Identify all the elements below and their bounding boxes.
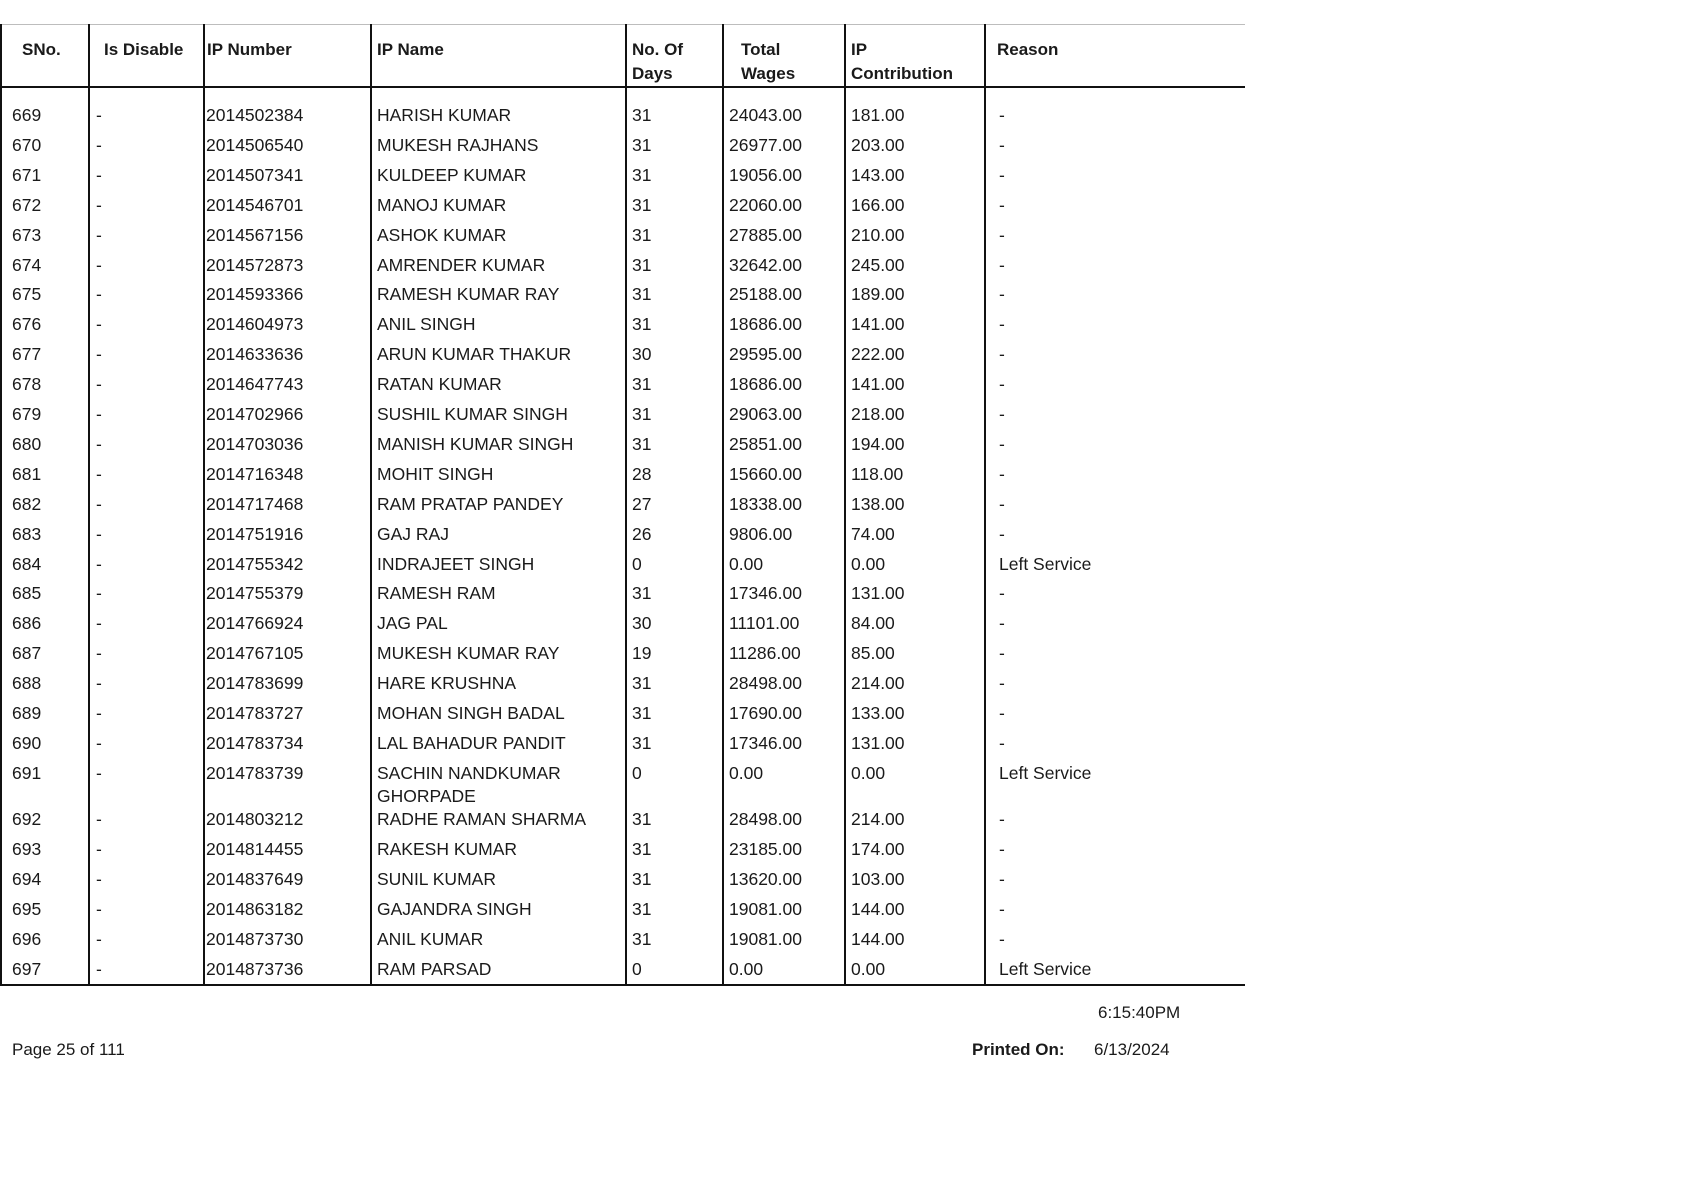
cell-ip-contribution: 118.00 [851, 463, 904, 484]
cell-no-of-days: 31 [632, 404, 652, 424]
cell-is-disable: - [96, 164, 102, 185]
column-divider [370, 24, 372, 986]
cell-no-of-days: 19 [632, 643, 652, 664]
header-no-of-days [632, 38, 683, 86]
cell-sno: 696 [12, 928, 42, 949]
cell-ip-contribution: 0.00 [851, 553, 886, 574]
cell-ip-number: 2014633636 [206, 344, 304, 365]
cell-ip-name: SUNIL KUMAR [377, 869, 496, 890]
cell-ip-contribution: 133.00 [851, 703, 905, 723]
cell-ip-contribution: 218.00 [851, 404, 905, 424]
cell-is-disable: - [96, 732, 102, 753]
cell-no-of-days: 31 [632, 164, 652, 185]
cell-total-wages: 0.00 [729, 762, 764, 783]
cell-ip-name: INDRAJEET SINGH [377, 553, 535, 574]
cell-total-wages: 17346.00 [729, 583, 802, 604]
cell-sno: 681 [12, 463, 42, 484]
table-header [0, 24, 1245, 88]
cell-ip-number: 2014507341 [206, 164, 304, 185]
cell-ip-number: 2014572873 [206, 254, 304, 275]
header-ip-number: IP Number [207, 40, 292, 59]
cell-ip-number: 2014546701 [206, 194, 304, 215]
cell-ip-name: SUSHIL KUMAR SINGH [377, 404, 568, 424]
cell-ip-name: RAM PRATAP PANDEY [377, 493, 564, 514]
cell-no-of-days: 31 [632, 583, 652, 604]
cell-is-disable: - [96, 673, 102, 694]
printed-on-label: Printed On: [972, 1040, 1065, 1059]
header-ip-contribution [851, 38, 953, 86]
cell-total-wages: 18686.00 [729, 374, 802, 395]
cell-ip-name: RAMESH KUMAR RAY [377, 284, 560, 305]
cell-reason: - [999, 314, 1005, 335]
cell-ip-contribution: 138.00 [851, 493, 905, 514]
cell-total-wages: 32642.00 [729, 254, 802, 275]
cell-reason: - [999, 224, 1005, 245]
cell-ip-contribution: 74.00 [851, 523, 895, 544]
cell-ip-name: MOHAN SINGH BADAL [377, 703, 565, 723]
cell-ip-name: RAM PARSAD [377, 958, 492, 979]
cell-total-wages: 17690.00 [729, 703, 802, 723]
cell-ip-name-continuation: GHORPADE [377, 785, 476, 806]
cell-ip-number: 2014783734 [206, 732, 304, 753]
cell-total-wages: 15660.00 [729, 463, 802, 484]
cell-ip-number: 2014766924 [206, 613, 304, 634]
cell-is-disable: - [96, 374, 102, 395]
cell-reason: - [999, 374, 1005, 395]
cell-ip-number: 2014755379 [206, 583, 304, 604]
cell-total-wages: 18686.00 [729, 314, 802, 335]
cell-no-of-days: 31 [632, 869, 652, 890]
cell-reason: - [999, 194, 1005, 215]
cell-ip-contribution: 214.00 [851, 809, 905, 830]
cell-sno: 680 [12, 433, 42, 454]
cell-ip-contribution: 103.00 [851, 869, 905, 890]
header-is-disable: Is Disable [104, 40, 184, 59]
cell-total-wages: 11286.00 [729, 643, 801, 664]
column-divider [88, 24, 90, 986]
cell-total-wages: 25851.00 [729, 433, 802, 454]
cell-reason: - [999, 583, 1005, 604]
cell-no-of-days: 31 [632, 809, 652, 830]
cell-ip-contribution: 189.00 [851, 284, 905, 305]
cell-is-disable: - [96, 643, 102, 664]
cell-reason: - [999, 105, 1005, 125]
cell-ip-contribution: 174.00 [851, 839, 905, 860]
cell-total-wages: 26977.00 [729, 134, 802, 155]
cell-is-disable: - [96, 762, 102, 783]
cell-total-wages: 28498.00 [729, 809, 802, 830]
cell-ip-name: ANIL KUMAR [377, 928, 484, 949]
cell-sno: 677 [12, 344, 42, 365]
cell-reason: - [999, 254, 1005, 275]
cell-reason: - [999, 809, 1005, 830]
cell-no-of-days: 31 [632, 732, 652, 753]
cell-reason: - [999, 613, 1005, 634]
cell-reason: - [999, 344, 1005, 365]
cell-ip-number: 2014783699 [206, 673, 304, 694]
cell-sno: 672 [12, 194, 42, 215]
table-bottom-rule [0, 984, 1245, 986]
cell-ip-contribution: 141.00 [851, 374, 905, 395]
cell-sno: 694 [12, 869, 42, 890]
cell-no-of-days: 31 [632, 254, 652, 275]
cell-ip-number: 2014837649 [206, 869, 304, 890]
cell-ip-name: MUKESH KUMAR RAY [377, 643, 560, 664]
cell-ip-contribution: 166.00 [851, 194, 905, 215]
cell-sno: 690 [12, 732, 42, 753]
cell-total-wages: 29595.00 [729, 344, 802, 365]
cell-no-of-days: 27 [632, 493, 652, 514]
cell-ip-number: 2014783727 [206, 703, 304, 723]
cell-ip-number: 2014647743 [206, 374, 304, 395]
cell-is-disable: - [96, 344, 102, 365]
cell-reason: - [999, 284, 1005, 305]
cell-is-disable: - [96, 224, 102, 245]
column-divider [0, 24, 2, 986]
cell-is-disable: - [96, 523, 102, 544]
header-wages-line2: Wages [741, 64, 796, 83]
cell-sno: 689 [12, 703, 42, 723]
cell-reason: - [999, 928, 1005, 949]
cell-total-wages: 0.00 [729, 553, 764, 574]
cell-sno: 684 [12, 553, 42, 574]
cell-total-wages: 27885.00 [729, 224, 802, 245]
cell-ip-contribution: 85.00 [851, 643, 895, 664]
cell-sno: 674 [12, 254, 42, 275]
cell-ip-name: HARE KRUSHNA [377, 673, 517, 694]
cell-sno: 675 [12, 284, 42, 305]
header-reason: Reason [997, 40, 1059, 59]
cell-is-disable: - [96, 958, 102, 979]
cell-sno: 669 [12, 105, 42, 125]
cell-reason: - [999, 673, 1005, 694]
cell-ip-name: RAKESH KUMAR [377, 839, 518, 860]
cell-ip-number: 2014703036 [206, 433, 304, 454]
cell-ip-name: MANISH KUMAR SINGH [377, 433, 574, 454]
cell-no-of-days: 31 [632, 673, 652, 694]
cell-sno: 683 [12, 523, 42, 544]
cell-is-disable: - [96, 314, 102, 335]
cell-sno: 687 [12, 643, 42, 664]
cell-ip-contribution: 203.00 [851, 134, 905, 155]
column-divider [984, 24, 986, 986]
cell-ip-contribution: 141.00 [851, 314, 905, 335]
cell-ip-contribution: 131.00 [851, 732, 905, 753]
cell-no-of-days: 26 [632, 523, 652, 544]
header-total-wages [741, 38, 795, 86]
cell-is-disable: - [96, 703, 102, 723]
cell-no-of-days: 31 [632, 105, 652, 125]
cell-is-disable: - [96, 105, 102, 125]
cell-ip-contribution: 144.00 [851, 899, 905, 919]
cell-is-disable: - [96, 928, 102, 949]
cell-sno: 670 [12, 134, 42, 155]
cell-is-disable: - [96, 463, 102, 484]
cell-is-disable: - [96, 404, 102, 424]
cell-reason: - [999, 433, 1005, 454]
cell-ip-number: 2014502384 [206, 105, 304, 125]
cell-reason: - [999, 463, 1005, 484]
cell-no-of-days: 31 [632, 839, 652, 860]
page-indicator: Page 25 of 111 [12, 1040, 125, 1059]
cell-ip-name: JAG PAL [377, 613, 448, 634]
cell-ip-contribution: 144.00 [851, 928, 905, 949]
cell-reason: Left Service [999, 553, 1092, 574]
cell-total-wages: 28498.00 [729, 673, 802, 694]
cell-no-of-days: 30 [632, 344, 652, 365]
cell-total-wages: 29063.00 [729, 404, 802, 424]
cell-ip-name: ANIL SINGH [377, 314, 476, 335]
cell-sno: 671 [12, 164, 42, 185]
cell-no-of-days: 31 [632, 224, 652, 245]
cell-is-disable: - [96, 284, 102, 305]
cell-sno: 688 [12, 673, 42, 694]
cell-ip-number: 2014783739 [206, 762, 304, 783]
column-divider [844, 24, 846, 986]
cell-ip-number: 2014873736 [206, 958, 304, 979]
cell-ip-name: SACHIN NANDKUMAR [377, 762, 561, 783]
cell-reason: - [999, 869, 1005, 890]
column-divider [625, 24, 627, 986]
cell-ip-name: ASHOK KUMAR [377, 224, 507, 245]
cell-is-disable: - [96, 869, 102, 890]
cell-ip-number: 2014803212 [206, 809, 304, 830]
cell-ip-name: MANOJ KUMAR [377, 194, 507, 215]
cell-ip-name: HARISH KUMAR [377, 105, 512, 125]
column-divider [203, 24, 205, 986]
cell-total-wages: 24043.00 [729, 105, 802, 125]
header-ip-name: IP Name [377, 40, 444, 59]
cell-ip-number: 2014604973 [206, 314, 304, 335]
cell-no-of-days: 31 [632, 284, 652, 305]
cell-reason: - [999, 643, 1005, 664]
cell-is-disable: - [96, 134, 102, 155]
cell-no-of-days: 31 [632, 314, 652, 335]
cell-total-wages: 18338.00 [729, 493, 802, 514]
cell-reason: - [999, 493, 1005, 514]
cell-ip-name: MUKESH RAJHANS [377, 134, 539, 155]
header-days-line2: Days [632, 64, 673, 83]
cell-is-disable: - [96, 493, 102, 514]
cell-reason: - [999, 899, 1005, 919]
cell-ip-name: LAL BAHADUR PANDIT [377, 732, 566, 753]
cell-ip-contribution: 194.00 [851, 433, 905, 454]
cell-no-of-days: 31 [632, 134, 652, 155]
cell-sno: 682 [12, 493, 42, 514]
cell-no-of-days: 31 [632, 899, 652, 919]
cell-no-of-days: 31 [632, 928, 652, 949]
cell-sno: 673 [12, 224, 42, 245]
cell-ip-number: 2014767105 [206, 643, 304, 664]
printed-on-date: 6/13/2024 [1094, 1040, 1170, 1059]
cell-sno: 697 [12, 958, 42, 979]
cell-reason: - [999, 134, 1005, 155]
cell-ip-name: GAJANDRA SINGH [377, 899, 532, 919]
cell-sno: 686 [12, 613, 42, 634]
cell-sno: 693 [12, 839, 42, 860]
header-sno: SNo. [22, 40, 61, 59]
cell-reason: - [999, 732, 1005, 753]
cell-sno: 678 [12, 374, 42, 395]
cell-is-disable: - [96, 839, 102, 860]
cell-ip-contribution: 131.00 [851, 583, 905, 604]
cell-is-disable: - [96, 583, 102, 604]
cell-ip-contribution: 210.00 [851, 224, 905, 245]
cell-no-of-days: 0 [632, 553, 642, 574]
cell-ip-number: 2014716348 [206, 463, 304, 484]
cell-is-disable: - [96, 809, 102, 830]
cell-is-disable: - [96, 553, 102, 574]
cell-ip-number: 2014873730 [206, 928, 304, 949]
cell-no-of-days: 31 [632, 433, 652, 454]
cell-ip-name: RADHE RAMAN SHARMA [377, 809, 587, 830]
cell-ip-name: AMRENDER KUMAR [377, 254, 546, 275]
cell-ip-contribution: 0.00 [851, 958, 886, 979]
cell-reason: - [999, 523, 1005, 544]
cell-ip-name: KULDEEP KUMAR [377, 164, 527, 185]
cell-no-of-days: 28 [632, 463, 652, 484]
cell-reason: - [999, 703, 1005, 723]
cell-no-of-days: 0 [632, 958, 642, 979]
cell-ip-number: 2014755342 [206, 553, 304, 574]
cell-no-of-days: 31 [632, 374, 652, 395]
cell-total-wages: 9806.00 [729, 523, 793, 544]
cell-ip-contribution: 245.00 [851, 254, 905, 275]
cell-no-of-days: 0 [632, 762, 642, 783]
cell-ip-name: RAMESH RAM [377, 583, 496, 604]
cell-ip-contribution: 214.00 [851, 673, 905, 694]
cell-ip-contribution: 143.00 [851, 164, 905, 185]
cell-total-wages: 11101.00 [729, 613, 800, 634]
cell-ip-number: 2014751916 [206, 523, 304, 544]
cell-is-disable: - [96, 433, 102, 454]
cell-ip-name: RATAN KUMAR [377, 374, 502, 395]
cell-ip-number: 2014863182 [206, 899, 304, 919]
cell-ip-contribution: 84.00 [851, 613, 895, 634]
cell-sno: 695 [12, 899, 42, 919]
cell-ip-contribution: 0.00 [851, 762, 886, 783]
cell-ip-name: GAJ RAJ [377, 523, 449, 544]
cell-total-wages: 19081.00 [729, 899, 802, 919]
cell-sno: 691 [12, 762, 42, 783]
cell-total-wages: 19056.00 [729, 164, 802, 185]
cell-reason: - [999, 404, 1005, 424]
cell-is-disable: - [96, 254, 102, 275]
print-time: 6:15:40PM [1098, 1003, 1181, 1022]
cell-ip-number: 2014702966 [206, 404, 304, 424]
cell-total-wages: 25188.00 [729, 284, 802, 305]
cell-total-wages: 23185.00 [729, 839, 802, 860]
cell-ip-contribution: 181.00 [851, 105, 905, 125]
cell-ip-number: 2014717468 [206, 493, 304, 514]
cell-sno: 692 [12, 809, 42, 830]
cell-total-wages: 19081.00 [729, 928, 802, 949]
cell-ip-name: ARUN KUMAR THAKUR [377, 344, 572, 365]
cell-is-disable: - [96, 899, 102, 919]
cell-ip-number: 2014593366 [206, 284, 304, 305]
cell-ip-number: 2014506540 [206, 134, 304, 155]
column-divider [722, 24, 724, 986]
cell-is-disable: - [96, 194, 102, 215]
cell-no-of-days: 30 [632, 613, 652, 634]
cell-total-wages: 0.00 [729, 958, 764, 979]
cell-sno: 676 [12, 314, 42, 335]
cell-no-of-days: 31 [632, 703, 652, 723]
header-contrib-line2: Contribution [851, 64, 953, 83]
cell-reason: - [999, 164, 1005, 185]
cell-no-of-days: 31 [632, 194, 652, 215]
cell-ip-name: MOHIT SINGH [377, 463, 494, 484]
header-days-line1: No. Of [632, 40, 683, 59]
header-contrib-line1: IP [851, 40, 868, 59]
cell-reason: - [999, 839, 1005, 860]
cell-sno: 685 [12, 583, 42, 604]
cell-is-disable: - [96, 613, 102, 634]
cell-total-wages: 17346.00 [729, 732, 802, 753]
cell-total-wages: 13620.00 [729, 869, 802, 890]
cell-sno: 679 [12, 404, 42, 424]
cell-ip-contribution: 222.00 [851, 344, 905, 365]
cell-reason: Left Service [999, 762, 1092, 783]
cell-total-wages: 22060.00 [729, 194, 802, 215]
cell-ip-number: 2014814455 [206, 839, 304, 860]
cell-ip-number: 2014567156 [206, 224, 304, 245]
header-wages-line1: Total [741, 40, 781, 59]
cell-reason: Left Service [999, 958, 1092, 979]
